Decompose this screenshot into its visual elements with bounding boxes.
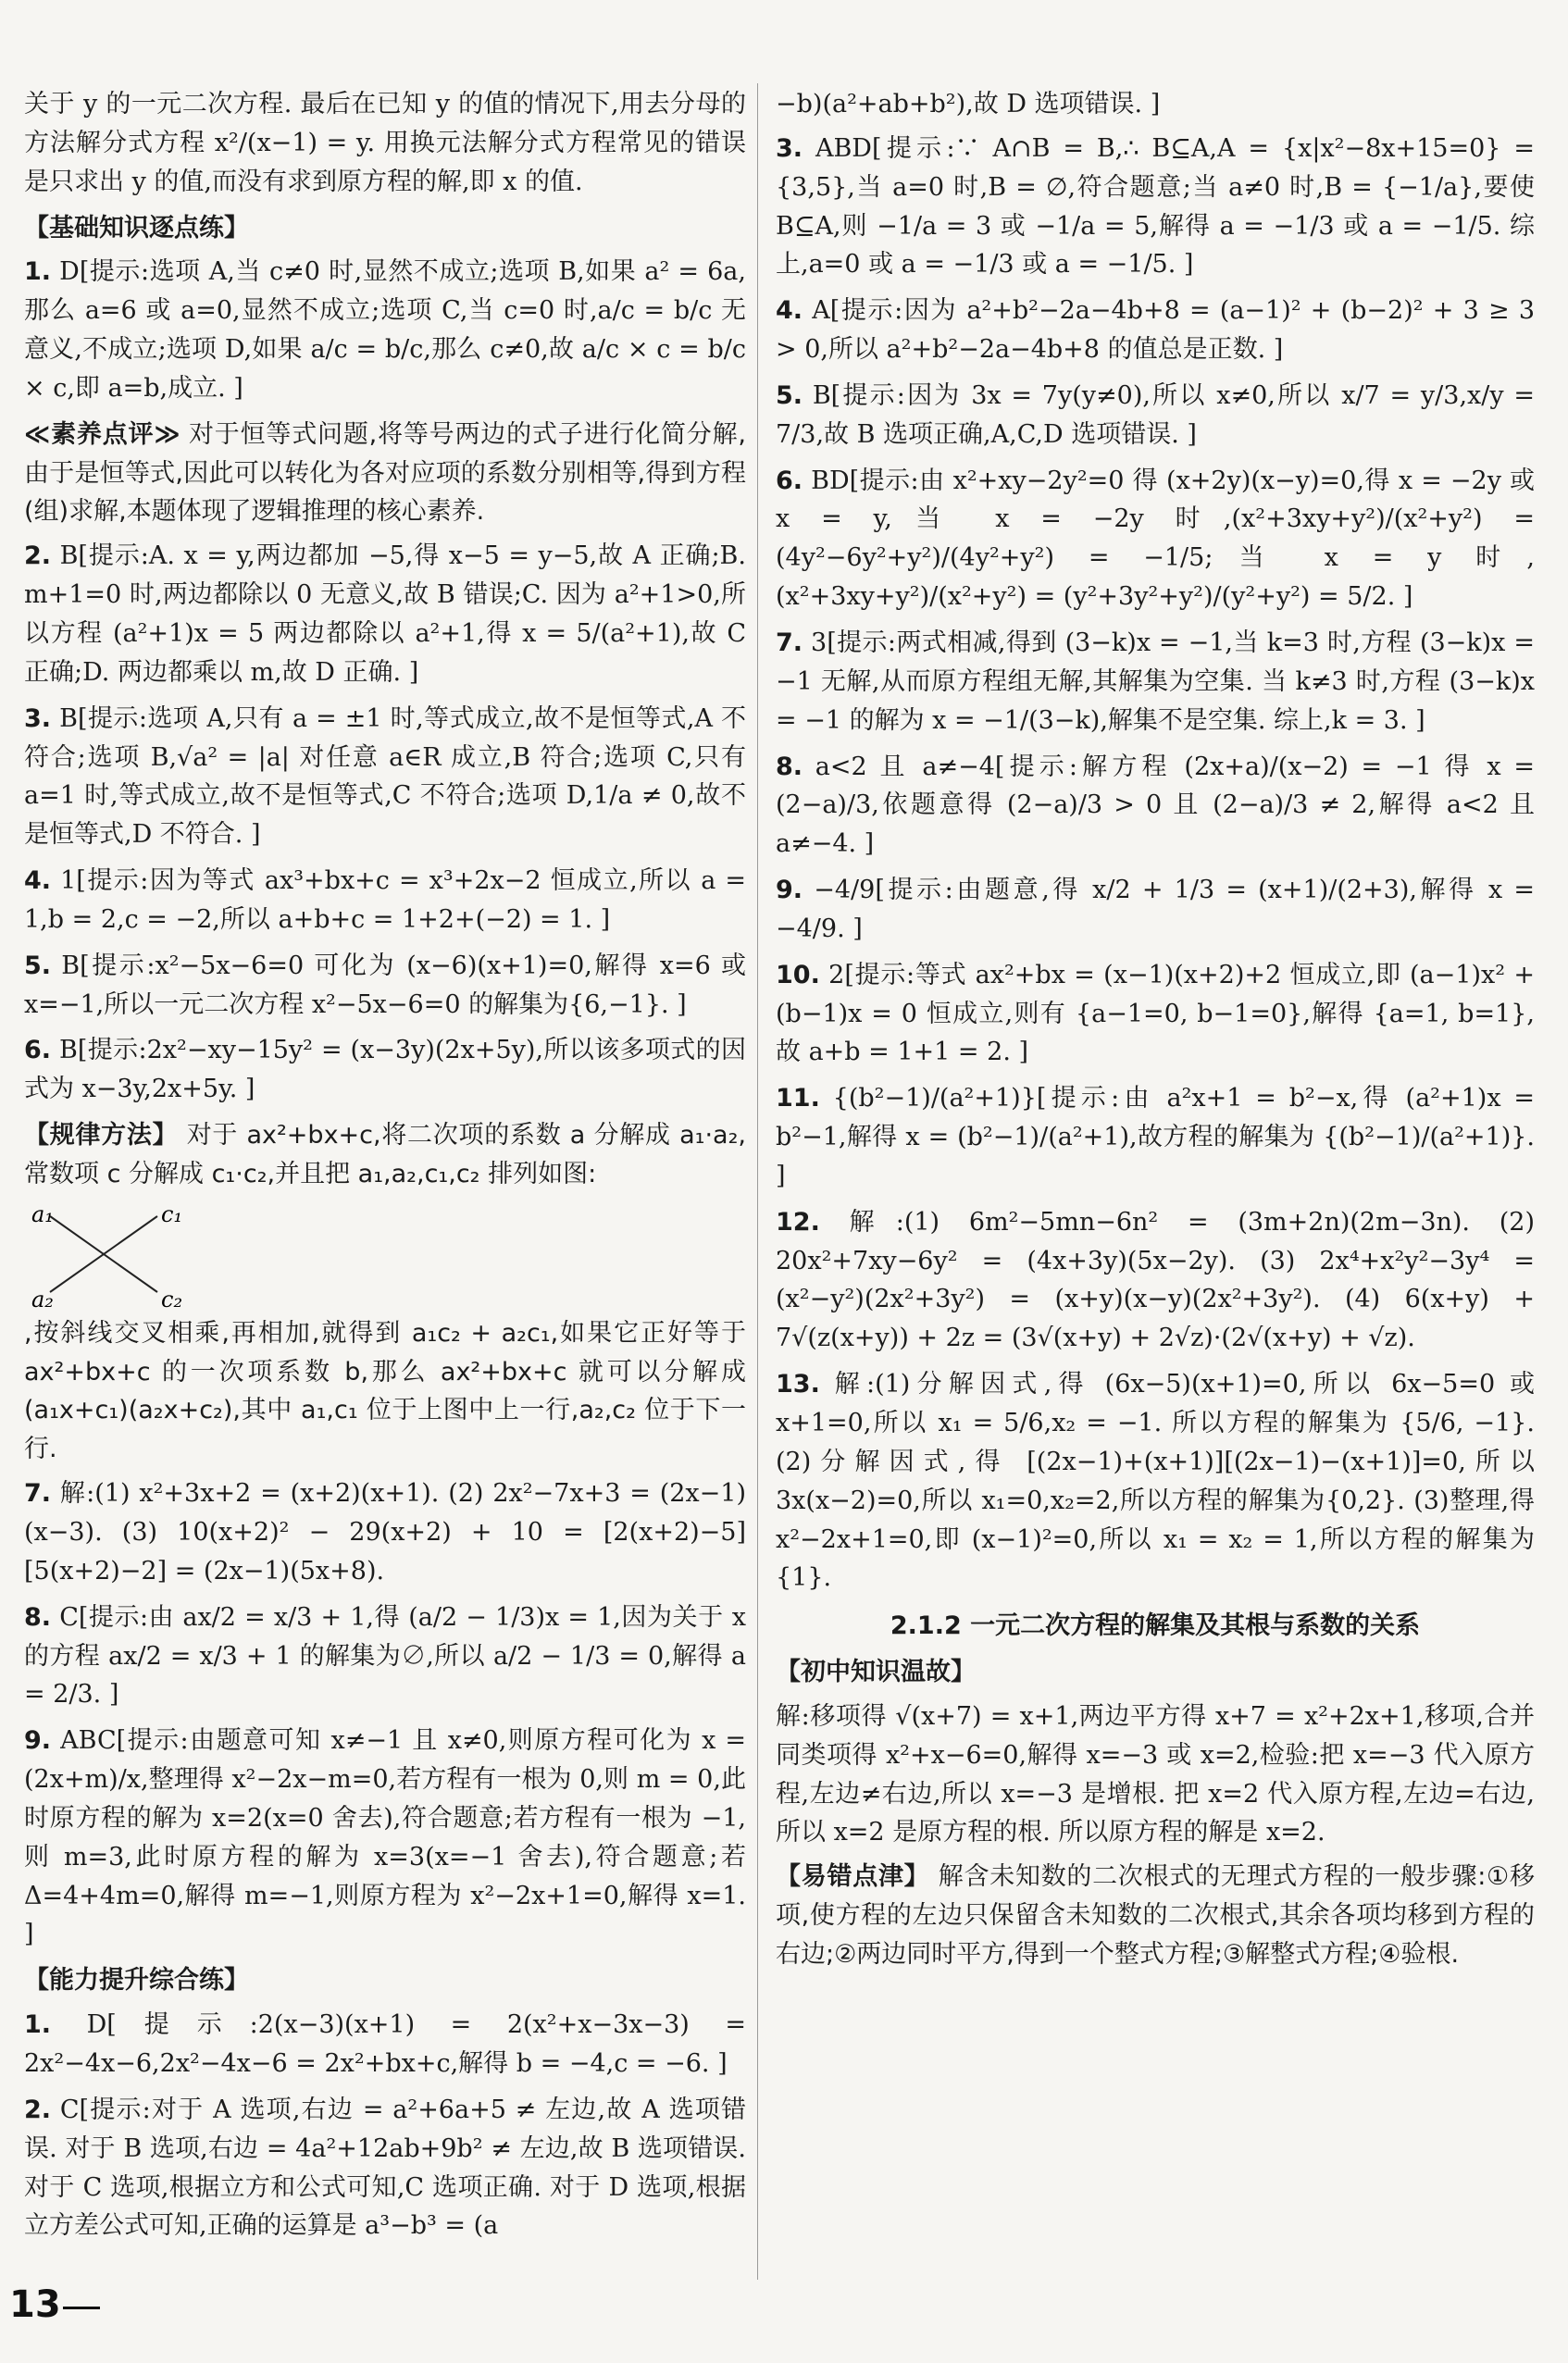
answer-item (24, 2006, 746, 2083)
answer-item (24, 253, 746, 407)
answer-text: C[提示:对于 A 选项,右边 = a²+6a+5 ≠ 左边,故 A 选项错误. 对于 B 选项,右边 = 4a²+12ab+9b² ≠ 左边,故 B 选项错误. 对于 C 选项,根据立方和公式可知,C 选项正确. 对于 D 选项,根据立方差公式可知,正确的运算是 a³−b³ = (a (24, 2095, 746, 2241)
left-column (24, 85, 746, 2289)
answer-text: 解:(1) x²+3x+2 = (x+2)(x+1). (2) 2x²−7x+3 = (2x−1)(x−3). (3) 10(x+2)² − 29(x+2) + 10 = [2(x+2)−5][5(x+2)−2] = (2x−1)(5x+8). (24, 1479, 746, 1586)
answer-text: a<2 且 a≠−4[提示:解方程 (2x+a)/(x−2) = −1 得 x = (2−a)/3,依题意得 (2−a)/3 > 0 且 (2−a)/3 ≠ 2,解得 a<2 且 a≠−4. ] (776, 752, 1535, 859)
answer-number: 3. (776, 133, 803, 163)
answer-number: 8. (776, 752, 803, 781)
answer-number: 7. (776, 628, 803, 657)
continued-text: −b)(a²+ab+b²),故 D 选项错误. ] (776, 90, 1161, 118)
answer-number: 10. (776, 960, 820, 989)
answer-text: ABD[提示:∵ A∩B = B,∴ B⊆A,A = {x|x²−8x+15=0} = {3,5},当 a=0 时,B = ∅,符合题意;当 a≠0 时,B = {−1/a},要使 B⊆A,则 −1/a = 3 或 −1/a = 5,解得 a = −1/3 或 a = −1/5. 综上,a=0 或 a = −1/3 或 a = −1/5. ] (776, 133, 1535, 280)
answer-item (776, 1079, 1535, 1196)
answer-number: 9. (24, 1726, 52, 1756)
answer-item (24, 1031, 746, 1109)
answer-text: 1[提示:因为等式 ax³+bx+c = x³+2x−2 恒成立,所以 a = 1,b = 2,c = −2,所以 a+b+c = 1+2+(−2) = 1. ] (24, 866, 746, 934)
answer-number: 3. (24, 703, 52, 733)
answer-item (24, 1598, 746, 1715)
answer-item (776, 1365, 1535, 1598)
answer-text: 解:(1) 6m²−5mn−6n² = (3m+2n)(2m−3n). (2) 20x²+7xy−6y² = (4x+3y)(5x−2y). (3) 2x⁴+x²y²−3y⁴ = (x²−y²)(2x²+3y²) = (x+y)(x−y)(2x²+3y²). (4) 6(x+y) + 7√(z(x+y)) + 2z = (3√(x+y) + 2√z)·(2√(x+y) + √z). (776, 1207, 1535, 1353)
pitfall-text: 解含未知数的二次根式的无理式方程的一般步骤:①移项,使方程的左边只保留含未知数的二次根式,其余各项均移到方程的右边;②两边同时平方,得到一个整式方程;③解整式方程;④验根. (776, 1862, 1535, 1969)
answer-item (776, 292, 1535, 369)
page-number: 13 (9, 2283, 61, 2326)
pitfall-note (776, 1858, 1535, 1974)
answer-text: BD[提示:由 x²+xy−2y²=0 得 (x+2y)(x−y)=0,得 x = −2y 或 x = y,当 x = −2y 时,(x²+3xy+y²)/(x²+y²) = (4y²−6y²+y²)/(4y²+y²) = −1/5;当 x = y 时,(x²+3xy+y²)/(x²+y²) = (y²+3y²+y²)/(y²+y²) = 5/2. ] (776, 466, 1535, 612)
answer-number: 5. (776, 380, 803, 410)
literacy-comment (24, 416, 746, 532)
answer-text: ABC[提示:由题意可知 x≠−1 且 x≠0,则原方程可化为 x = (2x+m)/x,整理得 x²−2x−m=0,若方程有一根为 0,则 m = 0,此时原方程的解为 x=2(x=0 舍去),符合题意;若方程有一根为 −1,则 m=3,此时原方程的解为 x=3(x=−1 舍去),符合题意;若 Δ=4+4m=0,解得 m=−1,则原方程为 x²−2x+1=0,解得 x=1. ] (24, 1726, 746, 1949)
comment-text: 对于恒等式问题,将等号两边的式子进行化简分解,由于是恒等式,因此可以转化为各对应项的系数分别相等,得到方程(组)求解,本题体现了逻辑推理的核心素养. (24, 419, 746, 527)
answer-text: D[提示:2(x−3)(x+1) = 2(x²+x−3x−3) = 2x²−4x−6,2x²−4x−6 = 2x²+bx+c,解得 b = −4,c = −6. ] (24, 2010, 746, 2078)
answer-item (776, 624, 1535, 740)
answer-number: 1. (24, 257, 52, 287)
answer-text: 解:(1)分解因式,得 (6x−5)(x+1)=0,所以 6x−5=0 或 x+1=0,所以 x₁ = 5/6,x₂ = −1. 所以方程的解集为 {5/6, −1}. (2)分解因式,得 [(2x−1)+(x+1)][(2x−1)−(x+1)]=0,所以 3x(x−2)=0,所以 x₁=0,x₂=2,所以方程的解集为{0,2}. (3)整理,得 x²−2x+1=0,即 (x−1)²=0,所以 x₁ = x₂ = 1,所以方程的解集为{1}. (776, 1370, 1535, 1593)
answer-item (776, 871, 1535, 949)
comment-tag: ≪素养点评≫ (24, 419, 180, 449)
answer-number: 13. (776, 1370, 820, 1399)
column-divider (757, 83, 758, 2280)
method-note (24, 1116, 746, 1194)
cross-label-c1: c₁ (161, 1200, 183, 1227)
section-title: 2.1.2 一元二次方程的解集及其根与系数的关系 (890, 1611, 1421, 1641)
answer-number: 8. (24, 1602, 52, 1632)
answer-number: 1. (24, 2010, 52, 2040)
method-text-2: ,按斜线交叉相乘,再相加,就得到 a₁c₂ + a₂c₁,如果它正好等于 ax²+bx+c 的一次项系数 b,那么 ax²+bx+c 就可以分解成 (a₁x+c₁)(a₂x+c₂),其中 a₁,c₁ 位于上图中上一行,a₂,c₂ 位于下一行. (24, 1318, 746, 1464)
answer-number: 9. (776, 876, 803, 905)
cross-label-a2: a₂ (31, 1286, 54, 1311)
answer-item (776, 1203, 1535, 1358)
answer-item (24, 2091, 746, 2245)
answer-text: B[提示:x²−5x−6=0 可化为 (x−6)(x+1)=0,解得 x=6 或 x=−1,所以一元二次方程 x²−5x−6=0 的解集为{6,−1}. ] (24, 951, 746, 1019)
answer-item (24, 947, 746, 1025)
review-paragraph: 解:移项得 √(x+7) = x+1,两边平方得 x+7 = x²+2x+1,移项,合并同类项得 x²+x−6=0,解得 x=−3 或 x=2,检验:把 x=−3 代入原方程,左边≠右边,所以 x=−3 是增根. 把 x=2 代入原方程,左边=右边,所以 x=2 是原方程的根. 所以原方程的解是 x=2. (776, 1701, 1535, 1847)
answer-number: 11. (776, 1084, 820, 1113)
cross-label-a1: a₁ (31, 1200, 54, 1227)
answer-item (776, 462, 1535, 616)
section-heading-basic: 【基础知识逐点练】 (24, 213, 249, 243)
method-text-1: 对于 ax²+bx+c,将二次项的系数 a 分解成 a₁·a₂,常数项 c 分解成 c₁·c₂,并且把 a₁,a₂,c₁,c₂ 排列如图: (24, 1121, 746, 1188)
answer-number: 4. (24, 866, 52, 896)
answer-text: −4/9[提示:由题意,得 x/2 + 1/3 = (x+1)/(2+3),解得 x = −4/9. ] (776, 876, 1535, 943)
answer-text: {(b²−1)/(a²+1)}[提示:由 a²x+1 = b²−x,得 (a²+1)x = b²−1,解得 x = (b²−1)/(a²+1),故方程的解集为 {(b²−1)/(a²+1)}. ] (776, 1084, 1535, 1190)
answer-number: 4. (776, 296, 803, 326)
answer-text: B[提示:2x²−xy−15y² = (x−3y)(2x+5y),所以该多项式的因式为 x−3y,2x+5y. ] (24, 1036, 746, 1104)
pitfall-tag: 【易错点津】 (776, 1862, 930, 1892)
answer-item (24, 1722, 746, 1954)
answer-item (776, 130, 1535, 284)
answer-number: 7. (24, 1479, 52, 1509)
page-number-rule (63, 2307, 100, 2309)
method-tag: 【规律方法】 (24, 1121, 179, 1150)
answer-number: 6. (776, 466, 803, 495)
section-heading-review: 【初中知识温故】 (776, 1658, 976, 1687)
answer-item (24, 862, 746, 939)
cross-label-c2: c₂ (161, 1286, 183, 1311)
answer-text: B[提示:因为 3x = 7y(y≠0),所以 x≠0,所以 x/7 = y/3,x/y = 7/3,故 B 选项正确,A,C,D 选项错误. ] (776, 380, 1535, 449)
right-column (776, 85, 1535, 2289)
answer-item (24, 1474, 746, 1591)
answer-text: A[提示:因为 a²+b²−2a−4b+8 = (a−1)² + (b−2)² + 3 ≥ 3 > 0,所以 a²+b²−2a−4b+8 的值总是正数. ] (776, 296, 1535, 365)
answer-number: 2. (24, 2095, 52, 2124)
answer-item (776, 956, 1535, 1073)
answer-text: 3[提示:两式相减,得到 (3−k)x = −1,当 k=3 时,方程 (3−k)x = −1 无解,从而原方程组无解,其解集为空集. 当 k≠3 时,方程 (3−k)x = −1 的解为 x = −1/(3−k),解集不是空集. 综上,k = 3. ] (776, 628, 1535, 735)
answer-number: 6. (24, 1036, 52, 1065)
answer-text: 2[提示:等式 ax²+bx = (x−1)(x+2)+2 恒成立,即 (a−1)x² + (b−1)x = 0 恒成立,则有 {a−1=0, b−1=0},解得 {a=1, b=1},故 a+b = 1+1 = 2. ] (776, 960, 1535, 1067)
intro-paragraph: 关于 y 的一元二次方程. 最后在已知 y 的值的情况下,用去分母的方法解分式方程 x²/(x−1) = y. 用换元法解分式方程常见的错误是只求出 y 的值,而没有求到原方程的解,即 x 的值. (24, 90, 746, 196)
answer-text: B[提示:A. x = y,两边都加 −5,得 x−5 = y−5,故 A 正确;B. m+1=0 时,两边都除以 0 无意义,故 B 错误;C. 因为 a²+1>0,所以方程 (a²+1)x = 5 两边都除以 a²+1,得 x = 5/(a²+1),故 C 正确;D. 两边都乘以 m,故 D 正确. ] (24, 541, 746, 687)
answer-number: 2. (24, 541, 52, 571)
section-heading-advanced: 【能力提升综合练】 (24, 1966, 249, 1996)
answer-text: C[提示:由 ax/2 = x/3 + 1,得 (a/2 − 1/3)x = 1,因为关于 x 的方程 ax/2 = x/3 + 1 的解集为∅,所以 a/2 − 1/3 = 0,解得 a = 2/3. ] (24, 1602, 746, 1710)
answer-text: D[提示:选项 A,当 c≠0 时,显然不成立;选项 B,如果 a² = 6a,那么 a=6 或 a=0,显然不成立;选项 C,当 c=0 时,a/c = b/c 无意义,不成立;选项 D,如果 a/c = b/c,那么 c≠0,故 a/c × c = b/c × c,即 a=b,成立. ] (24, 257, 746, 403)
answer-number: 12. (776, 1207, 820, 1237)
method-note-continued (24, 1314, 746, 1469)
answer-item (24, 700, 746, 854)
answer-item (24, 537, 746, 691)
answer-text: B[提示:选项 A,只有 a = ±1 时,等式成立,故不是恒等式,A 不符合;选项 B,√a² = |a| 对任意 a∈R 成立,B 符合;选项 C,只有 a=1 时,等式成立,故不是恒等式,C 不符合;选项 D,1/a ≠ 0,故不是恒等式,D 不符合. ] (24, 703, 746, 850)
cross-multiplication-diagram (30, 1200, 187, 1311)
answer-item (776, 377, 1535, 454)
answer-number: 5. (24, 951, 52, 980)
answer-item (776, 748, 1535, 864)
